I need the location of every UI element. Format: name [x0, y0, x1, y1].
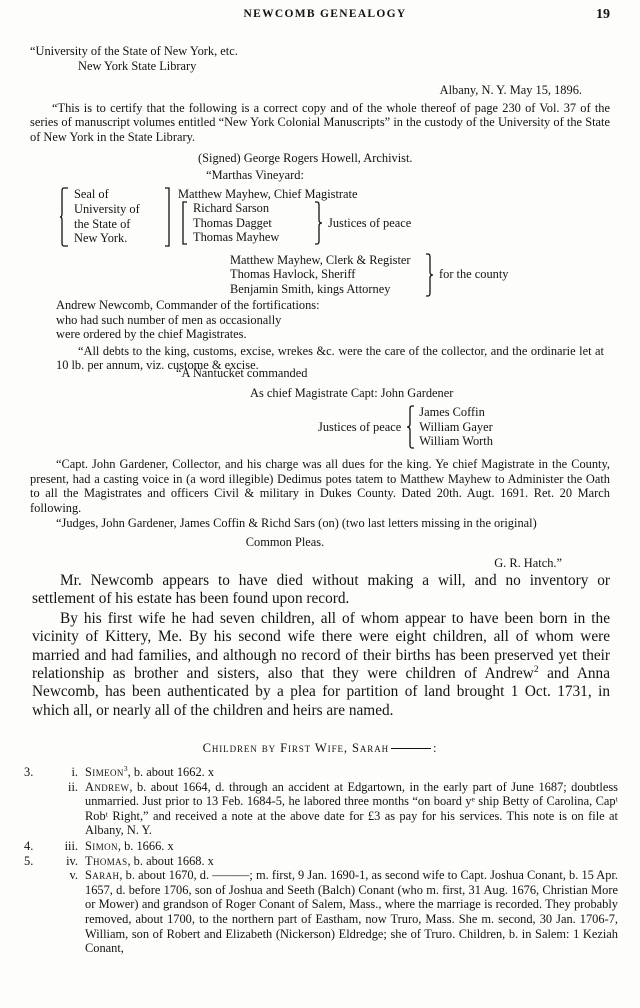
- certificate-dateline: Albany, N. Y. May 15, 1896.: [439, 83, 582, 98]
- child-entry: [24, 765, 624, 780]
- county-officers-group: [0, 253, 640, 297]
- vineyard-officials-group: [0, 187, 640, 247]
- debts-paragraph: “All debts to the king, customs, excise, wrekes &c. were the care of the collector, and the ordinarie let at 10 lb. per annum, viz. custome & excise.: [56, 343, 604, 373]
- child-text: [85, 839, 624, 854]
- child-roman-numeral: v.: [69, 868, 78, 883]
- justices-names: [189, 201, 313, 245]
- county-officer: Matthew Mayhew, Clerk & Register: [230, 252, 411, 267]
- justice-name: Richard Sarson: [193, 201, 270, 216]
- vineyard-heading: “Marthas Vineyard:: [206, 168, 304, 182]
- judges-paragraph: “Judges, John Gardener, James Coffin & Richd Sars (on) (two last letters missing in the original): [56, 516, 537, 531]
- child-roman-numeral: i.: [71, 765, 78, 779]
- page-number: 19: [596, 7, 610, 22]
- child-entry: [24, 839, 624, 854]
- child-ref-number: 3.: [24, 765, 34, 779]
- common-pleas-line: Common Pleas.: [245, 534, 325, 549]
- narrative-block: [32, 572, 610, 720]
- justice-name: William Gayer: [419, 419, 493, 434]
- gardener-paragraph: “Capt. John Gardener, Collector, and his charge was all dues for the king. Ye chief Magistrate in the County, present, had a casting voice in (a word illegible) Dedimus potes tatem to Matthew Mayhew to Administer the Oath to all the Magistrates and officers Civil & military in Dukes County. Dated 20th. Augt. 1691. Ret. 20 March following.: [30, 457, 610, 515]
- nantucket-justices-label: Justices of peace: [318, 419, 402, 434]
- child-detail: , b. about 1662. x: [127, 765, 215, 779]
- children-list: [24, 765, 624, 956]
- nantucket-justice-names: [415, 405, 493, 449]
- child-entry: [24, 868, 624, 956]
- child-text: [85, 765, 624, 780]
- child-name: Thomas: [85, 853, 128, 868]
- county-brace-icon: [424, 253, 435, 297]
- child-text: [85, 854, 624, 869]
- narrative-paragraph-1: Mr. Newcomb appears to have died without making a will, and no inventory or settlement of his estate has been found upon record.: [32, 572, 610, 608]
- county-officer: Thomas Havlock, Sheriff: [230, 267, 356, 282]
- child-name: Simeon: [85, 765, 124, 779]
- certificate-block: [30, 44, 610, 165]
- seal-line: University of: [74, 202, 140, 216]
- fortifications-line-3: were ordered by the chief Magistrates.: [56, 327, 247, 342]
- nantucket-heading: “A Nantucket commanded: [176, 366, 308, 380]
- vineyard-block: [0, 168, 640, 297]
- nantucket-chief-magistrate: As chief Magistrate Capt: John Gardener: [250, 385, 454, 400]
- seal-line: New York.: [74, 231, 128, 246]
- nantucket-justices-group: [0, 405, 640, 449]
- child-detail: , b. 1666. x: [117, 838, 174, 853]
- justices-brace-close-icon: [313, 201, 324, 245]
- child-entry: [24, 780, 624, 838]
- for-the-county-label: for the county: [439, 267, 509, 282]
- county-officer-names: [230, 253, 424, 297]
- justices-brace-open-icon: [178, 201, 189, 245]
- certificate-line-2: New York State Library: [78, 58, 197, 73]
- certificate-signature: (Signed) George Rogers Howell, Archivist.: [198, 150, 413, 165]
- child-entry: [24, 854, 624, 869]
- seal-brace-close-icon: [162, 187, 173, 247]
- generation-marker: 2: [533, 664, 539, 675]
- child-name: Sarah: [85, 868, 120, 883]
- fortifications-line-2: who had such number of men as occasionally: [56, 312, 282, 327]
- children-heading-colon: :: [433, 741, 438, 755]
- seal-brace-icon: [58, 187, 69, 247]
- child-detail: , b. about 1668. x: [127, 853, 214, 868]
- nantucket-brace-icon: [404, 405, 415, 449]
- hatch-signature: G. R. Hatch.”: [494, 555, 562, 570]
- child-ref-number: 4.: [24, 838, 34, 853]
- child-text: [85, 868, 624, 956]
- page-title: NEWCOMB GENEALOGY: [243, 8, 407, 20]
- running-head: [40, 8, 610, 26]
- justice-name: Thomas Mayhew: [193, 230, 280, 245]
- narrative-paragraph-2-part-a: By his first wife he had seven children, all of whom appear to have been born in the vicinity of Kittery, Me. By his second wife there were eight children, all of whom were married and had families, and although no record of their births has been preserved yet their relationship as brother and sisters, also that they were children of Andrew: [32, 609, 610, 683]
- child-roman-numeral: iv.: [66, 853, 78, 868]
- child-text: [85, 780, 624, 838]
- gardener-block: [30, 457, 610, 570]
- children-heading: [0, 741, 640, 756]
- child-roman-numeral: iii.: [64, 838, 78, 853]
- vineyard-justices-group: [178, 201, 411, 245]
- children-heading-text: Children by First Wife, Sarah: [202, 741, 389, 755]
- certificate-line-1: “University of the State of New York, etc.: [30, 44, 238, 58]
- vineyard-names-column: [173, 187, 411, 247]
- seal-line: the State of: [74, 216, 131, 231]
- child-name: Simon: [85, 838, 118, 853]
- seal-text-column: [69, 187, 162, 247]
- chief-magistrate-line: Matthew Mayhew, Chief Magistrate: [178, 186, 358, 201]
- justice-name: Thomas Dagget: [193, 215, 272, 230]
- child-detail: , b. about 1664, d. through an accident at Edgartown, in the early part of June 1687; doubtless unmarried. Just prior to 13 Feb. 1684-5, he labored three months “on board yᵉ ship Betty of Carolina, Capᵗ Robᵗ Right,” and received a note at the above date for £3 as pay for his services. This note is on file at Albany, N. Y.: [85, 779, 618, 838]
- county-officer: Benjamin Smith, kings Attorney: [230, 281, 391, 296]
- child-detail: , b. about 1670, d. ———; m. first, 9 Jan. 1690-1, as second wife to Capt. Joshua Conant, b. 15 Apr. 1657, d. before 1706, son of Joshua and Seeth (Balch) Conant (who m. first, 31 Aug. 1676, Christian More or Mower) and grandson of Roger Conant of Salem, Mass., where the marriage is recorded. They probably removed, about 1700, to the northern part of Eastham, now Truro, Mass. She m. second, 30 Jan. 1706-7, William, son of Robert and Elizabeth (Nickerson) Eldredge; she of Truro. Children, b. in Salem: 1 Keziah Conant,: [85, 868, 618, 956]
- justices-of-peace-label: Justices of peace: [328, 215, 412, 230]
- justice-name: William Worth: [419, 434, 493, 449]
- narrative-paragraph-2-part-b: and Anna Newcomb, has been authenticated by a plea for partition of land brought 1 Oct. 1731, in which all, or nearly all of the children and heirs are named.: [32, 665, 610, 719]
- blank-name-rule: [391, 748, 431, 749]
- child-name: Andrew: [85, 779, 130, 794]
- generation-marker: 3: [123, 763, 128, 773]
- seal-line: Seal of: [74, 187, 109, 202]
- certificate-body: “This is to certify that the following is a correct copy and of the whole thereof of page 230 of Vol. 37 of the series of manuscript volumes entitled “New York Colonial Manuscripts” in the custody of the University of the State of New York in the State Library.: [30, 100, 610, 144]
- fortifications-line-1: Andrew Newcomb, Commander of the fortifications:: [56, 298, 320, 312]
- fortifications-block: [56, 298, 616, 373]
- narrative-paragraph-2: [32, 610, 610, 720]
- child-ref-number: 5.: [24, 853, 34, 868]
- justice-name: James Coffin: [419, 405, 485, 420]
- nantucket-block: [0, 366, 640, 449]
- child-roman-numeral: ii.: [68, 779, 78, 794]
